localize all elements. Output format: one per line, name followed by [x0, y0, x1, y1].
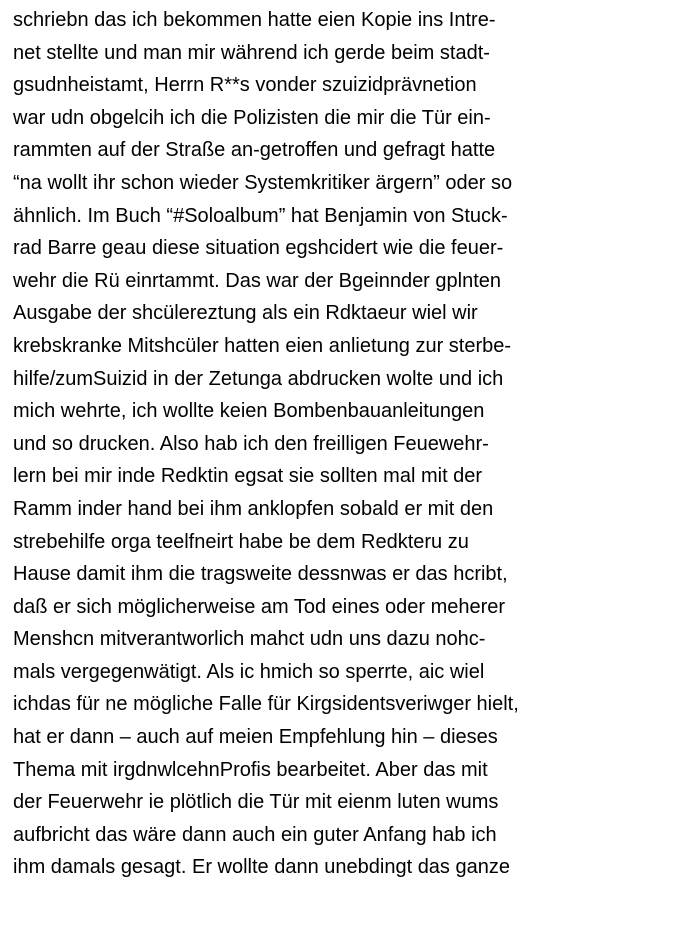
text-line: “na wollt ihr schon wieder Systemkritiker ärgern” oder so	[13, 171, 513, 194]
text-line: schriebn das ich bekommen hatte eien Kopie ins Intre-	[13, 9, 496, 31]
text-line: daß er sich möglicherweise am Tod eines oder meherer	[13, 595, 506, 618]
text-line: wehr die Rü einrtammt. Das war der Bgeinnder gplnten	[13, 269, 502, 292]
text-line: Thema mit irgdnwlcehnProfis bearbeitet. Aber das mit	[13, 758, 488, 781]
text-line: der Feuerwehr ie plötlich die Tür mit eienm luten wums	[13, 791, 499, 814]
text-line: ähnlich. Im Buch “#Soloalbum” hat Benjamin von Stuck-	[13, 204, 508, 227]
text-line: hilfe/zumSuizid in der Zetunga abdrucken wolte und ich	[13, 367, 504, 390]
text-line: ihm damals gesagt. Er wollte dann unebdingt das ganze	[13, 856, 510, 879]
text-line: Ramm inder hand bei ihm anklopfen sobald er mit den	[13, 497, 494, 520]
text-line: rammten auf der Straße an-getroffen und gefragt hatte	[13, 139, 496, 162]
text-line: Hause damit ihm die tragsweite dessnwas er das hcribt,	[13, 563, 508, 586]
text-line: lern bei mir inde Redktin egsat sie sollten mal mit der	[13, 465, 483, 488]
text-line: Ausgabe der shcülereztung als ein Rdktaeur wiel wir	[13, 302, 478, 325]
text-line: net stellte und man mir während ich gerde beim stadt-	[13, 41, 490, 64]
text-line: ichdas für ne mögliche Falle für Kirgsidentsveriwger hielt,	[13, 693, 519, 716]
text-line: hat er dann – auch auf meien Empfehlung hin – dieses	[13, 726, 498, 749]
text-line: war udn obgelcih ich die Polizisten die mir die Tür ein-	[13, 106, 491, 129]
text-line: Menshcn mitverantworlich mahct udn uns dazu nohc-	[13, 628, 486, 651]
text-line: und so drucken. Also hab ich den freilligen Feuewehr-	[13, 432, 489, 455]
body-text	[13, 4, 681, 884]
text-line: strebehilfe orga teelfneirt habe be dem Redkteru zu	[13, 530, 469, 553]
text-line: gsudnheistamt, Herrn R**s vonder szuizidprävnetion	[13, 74, 477, 97]
text-line: mich wehrte, ich wollte keien Bombenbauanleitungen	[13, 400, 485, 423]
text-line: rad Barre geau diese situation egshcidert wie die feuer-	[13, 237, 504, 260]
text-line: krebskranke Mitshcüler hatten eien anlietung zur sterbe-	[13, 334, 512, 357]
text-line: mals vergegenwätigt. Als ic hmich so sperrte, aic wiel	[13, 660, 485, 683]
text-line: aufbricht das wäre dann auch ein guter Anfang hab ich	[13, 823, 497, 846]
